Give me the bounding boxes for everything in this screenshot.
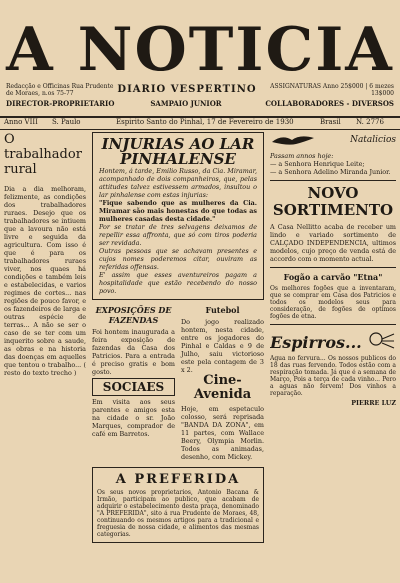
natalicios-sub: Passam annos hoje: bbox=[270, 152, 334, 160]
issue-date: Espirito Santo do Pinhal, 17 de Fevereiro de 1930 bbox=[116, 118, 294, 126]
center-split bbox=[92, 305, 264, 461]
injurias-para-4: E' assim que esses aventureiros pagam a hospitalidade que estão recebendo do nosso povo. bbox=[99, 271, 257, 295]
exposicoes-heading: EXPOSIÇÕES DE FAZENDAS bbox=[95, 305, 172, 325]
issue-number: N. 2776 bbox=[356, 118, 384, 126]
futebol-body: Do jogo realizado hontem, nesta cidade, entre os jogadores do Pinhal e Caldas e 9 de Julho, saiu victorioso este pela contagem de 3 x 2. bbox=[181, 318, 264, 374]
cine-body: Hoje, em espetaculo colosso, será reprisada "BANDA DA ZONA", em 11 partes, com Wallace Beery, Olympia Morlin. Todos as animadas, desenho, com Mickey. bbox=[181, 405, 264, 461]
natalicios-1: — a Senhora Henrique Leite; bbox=[270, 160, 365, 168]
natalicios-title: Natalicios bbox=[350, 135, 396, 145]
injurias-para-3: Outras pessoas que se achavam presentes e cujos nomes poderemos citar, ouviram as referidas offensas. bbox=[99, 247, 257, 271]
injurias-quote: "Fique sabendo que as mulheres da Cia. Miramar são mais honestas do que todas as mulheres casadas desta cidade." bbox=[99, 199, 257, 223]
masthead-meta bbox=[6, 83, 394, 97]
subscription-info: ASSIGNATURAS Anno 25$000 | 6 mezes 13$000 bbox=[270, 83, 394, 97]
sortimento-body: A Casa Nellitto acaba de receber um lindo e variado sortimento de CALÇADO INDEPENDENCIA, ultimos modelos, cujo preço de venda está de accordo com o momento actual. bbox=[270, 223, 396, 263]
fogao-body: Os melhores fogões que a inventaram, que se comprar em Casa dos Patricios e todos os modelos seus para consideração, de fogões de optimos fogões de etna. bbox=[270, 285, 396, 320]
newspaper-title: A NOTICIA bbox=[6, 15, 394, 85]
sociais-heading: SOCIAES bbox=[92, 378, 175, 396]
espirros-heading: Espirros... bbox=[270, 333, 362, 352]
preferida-ad bbox=[92, 467, 264, 543]
exposicoes-body: Foi hontem inaugurada a feira exposição de fazendas da Casa dos Patricios. Para a entrada é preciso gratis e bom gosto. bbox=[92, 328, 175, 376]
bird-icon bbox=[270, 132, 316, 148]
issue-place: S. Paulo bbox=[52, 118, 81, 126]
article-body-rural: Dia a dia melhoram, felizmente, as condições dos trabalhadores ruraes. Desejo que os trabalhadores se intiuem que a lavoura não está livre e seguida da agricultura. Com isso é que é para os trabalhadores ruraes viver, nos quaes há condições e também leis e estabelecidas, e varios regimes de cortes... nas regiões de pouco favor, e os fazendeiros de larga e outras espécie de terras... A não se ser o caso de se ter com um inquerito sobre a saude, as obras e na historia das doenças em aquelles que tentou o trabalho... ( resto do texto trecho ) bbox=[4, 185, 86, 377]
right-column bbox=[270, 132, 396, 582]
left-column bbox=[4, 132, 86, 582]
sortimento-heading: NOVO SORTIMENTO bbox=[272, 184, 394, 219]
issue-infobar bbox=[0, 116, 400, 130]
divider-1 bbox=[270, 180, 396, 181]
cine-heading: Cine-Avenida bbox=[193, 373, 252, 402]
divider-2 bbox=[270, 267, 396, 268]
signature: PIERRE LUZ bbox=[351, 399, 396, 407]
injurias-para-2: Por se tratar de tres selvagens deixamos de repellir essa affronta, que só com tiros poderia ser revidada. bbox=[99, 223, 257, 247]
issue-country: Brasil bbox=[320, 118, 341, 126]
center-column bbox=[92, 132, 264, 582]
editor-name: SAMPAIO JUNIOR bbox=[150, 99, 222, 108]
injurias-box bbox=[92, 132, 264, 300]
divider-3 bbox=[270, 324, 396, 325]
center-right-sub bbox=[181, 305, 264, 461]
center-left-sub bbox=[92, 305, 175, 461]
preferida-body: Os seus novos proprietarios, Antonio Bacana & Irmão, participam ao publico, que acabam de adquirir o estabelecimento desta praça, denominado "A PREFERIDA", sito á rua Prudente de Moraes, 48, continuando os mesmos artigos para a tradicional e freguesia de nossa cidade, e alimentos das mesmas categorias. bbox=[97, 489, 259, 538]
masthead bbox=[0, 0, 400, 118]
natalicios-header bbox=[270, 132, 396, 148]
injurias-lead: Hontem, á tarde, Emilio Russo, da Cia. Miramar, acompanhado de dois companheiros, que, pelas attitudes talvez estivessem armados, insultou o lar pinhalense com estas injurias: bbox=[99, 167, 257, 199]
office-address: Redacção e Officinas Rua Prudente de Moraes, n.os 75-77 bbox=[6, 83, 114, 97]
sociais-body: Em visita aos seus parentes e amigos esta na cidade o sr. João Marques, comprador de café em Barretos. bbox=[92, 398, 175, 438]
article-heading-rural: O trabalhador rural bbox=[4, 132, 82, 177]
futebol-heading: Futebol bbox=[205, 305, 240, 315]
injurias-headline: INJURIAS AO LAR PINHALENSE bbox=[101, 135, 255, 168]
paper-type: DIARIO VESPERTINO bbox=[117, 84, 257, 95]
preferida-heading: A PREFERIDA bbox=[115, 472, 241, 487]
sneeze-cartoon-icon bbox=[366, 331, 396, 353]
issue-year: Anno VIII bbox=[4, 118, 38, 126]
espirros-header bbox=[270, 329, 396, 355]
fogao-heading: Fogão a carvão "Etna" bbox=[283, 272, 383, 282]
director-label: DIRECTOR-PROPRIETARIO bbox=[6, 99, 115, 108]
collaborators-label: COLLABORADORES - DIVERSOS bbox=[265, 99, 394, 108]
natalicios-2: — a Senhora Adelino Miranda Junior. bbox=[270, 168, 391, 176]
espirros-body: Agua no fervura... Os nossos publicos do 18 das ruas fervendo. Todos estão com a respiração tomada. Já que é a semana de Março, Pois a terça de cada vinho... Pero a aguas não fervem! Dos vinhos a reparação. bbox=[270, 355, 396, 397]
